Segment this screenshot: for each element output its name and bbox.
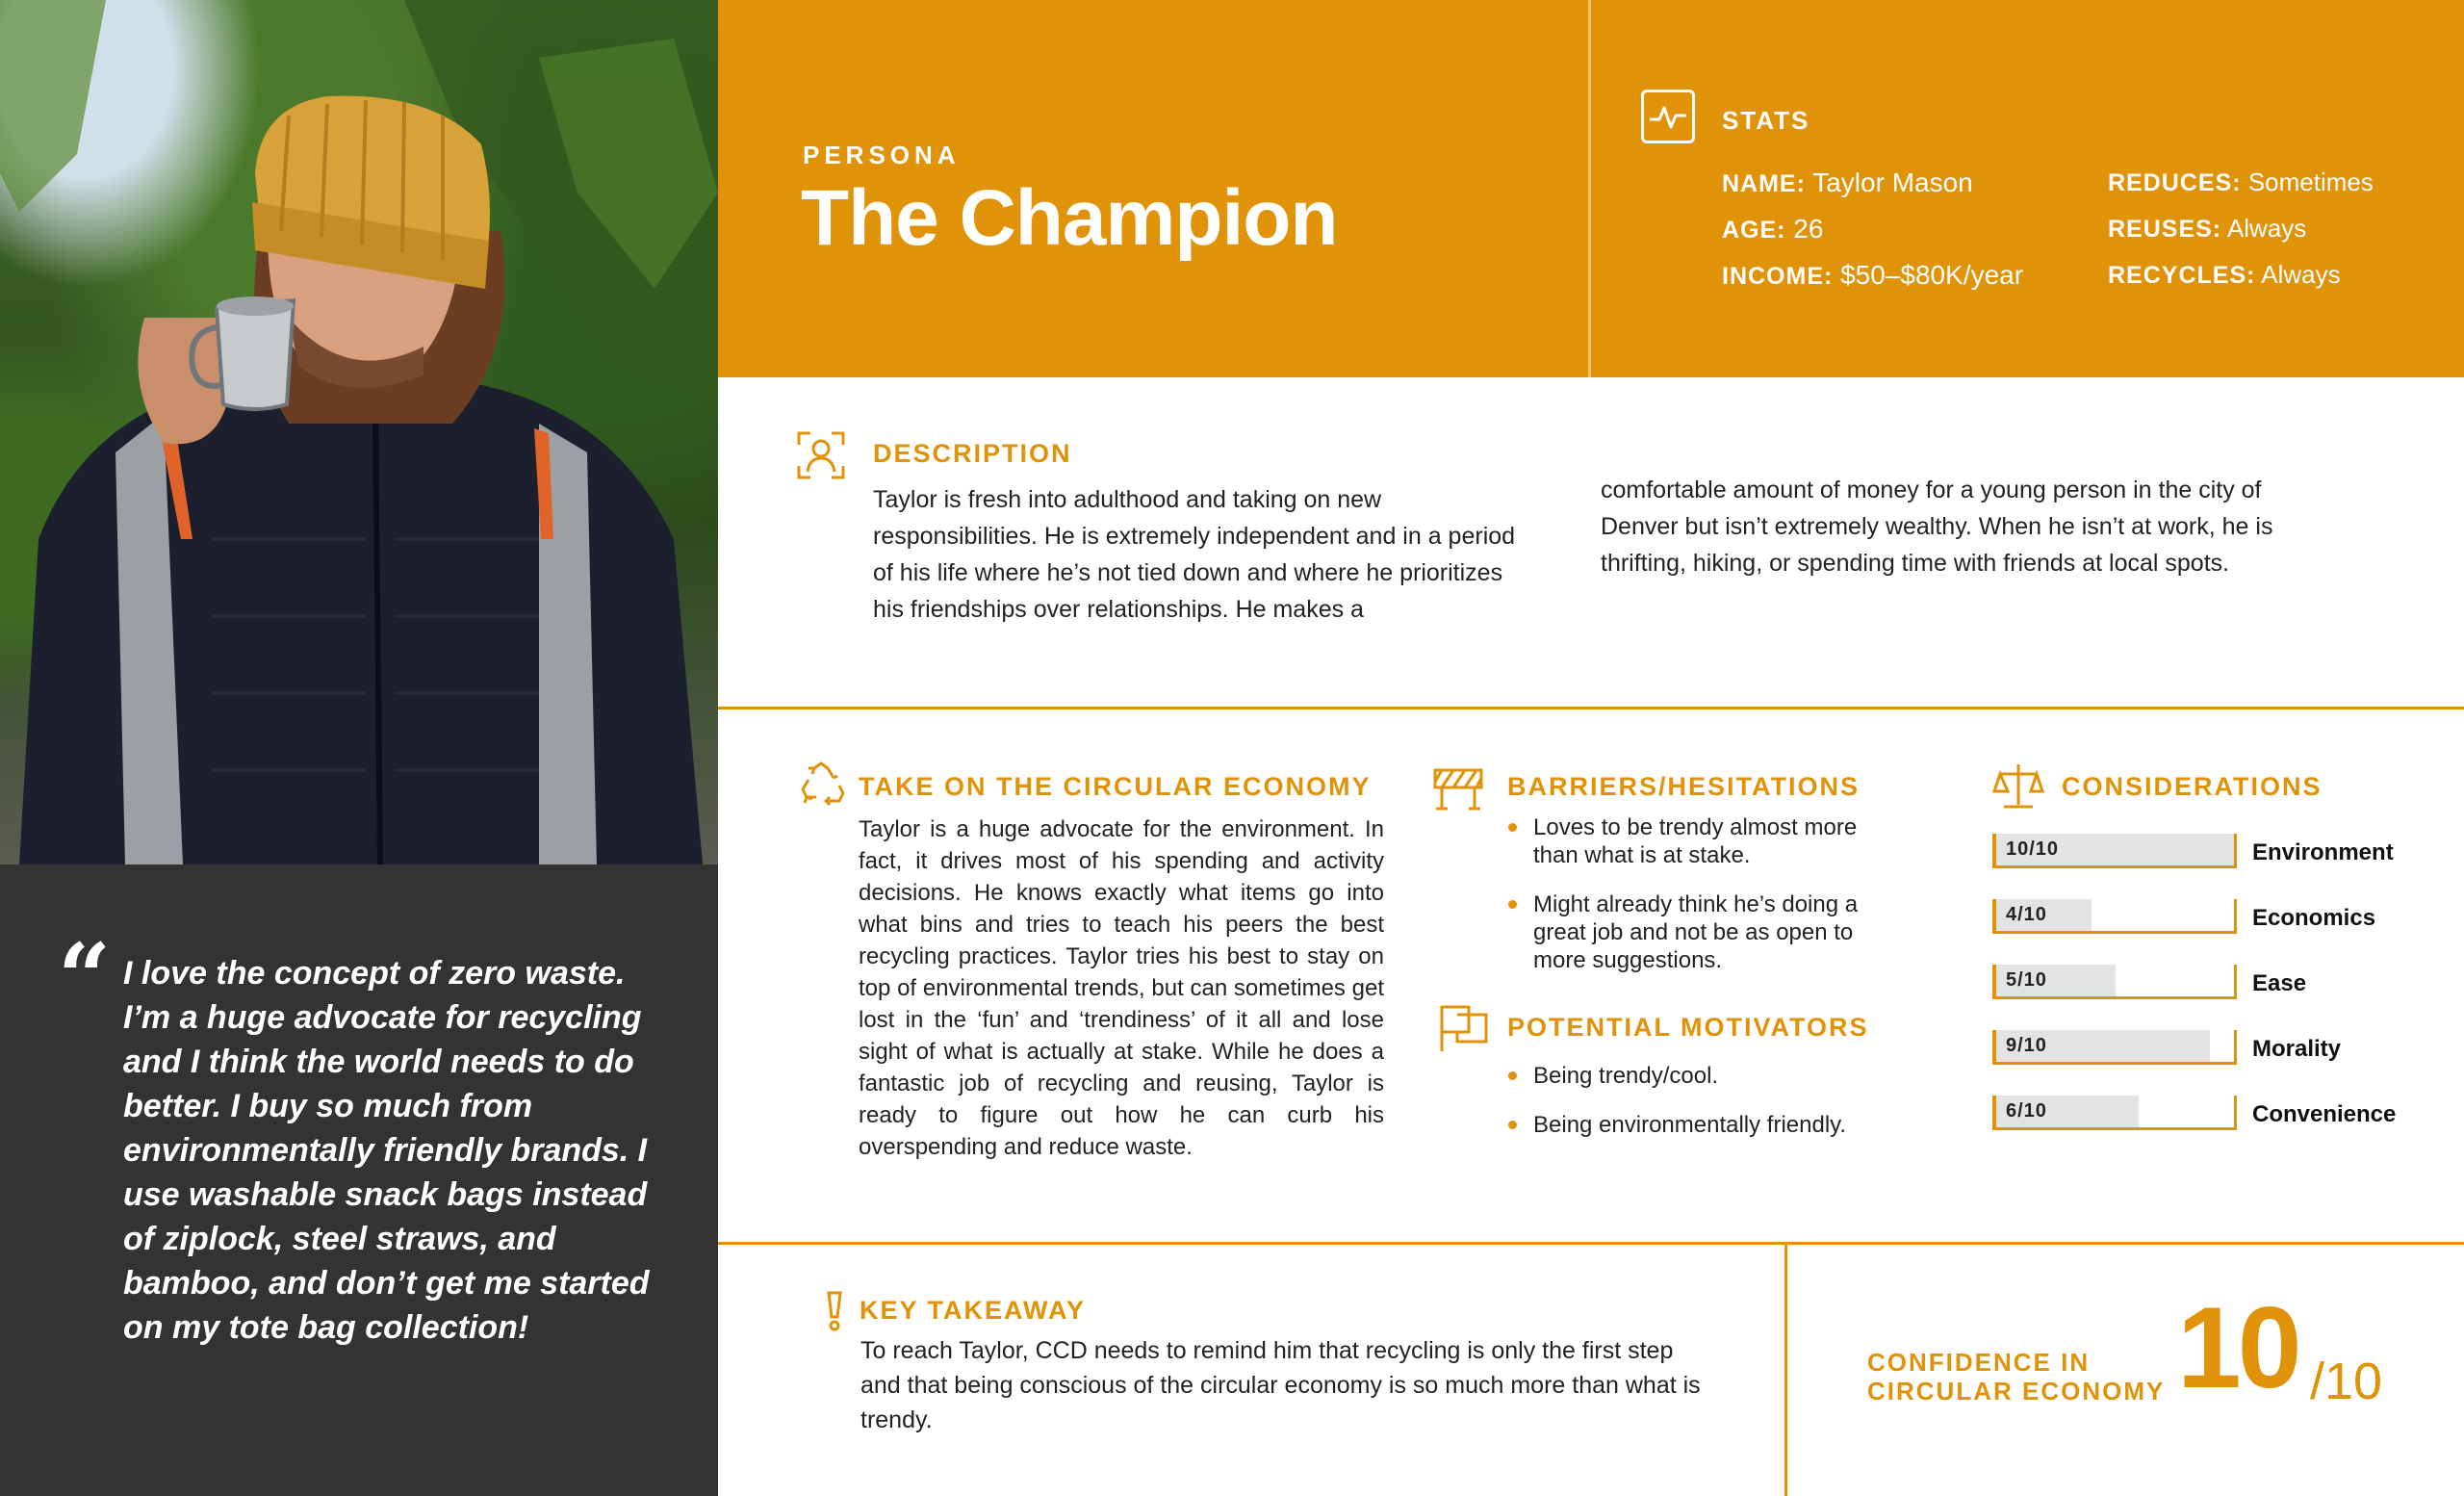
stat-reduces: REDUCES: Sometimes	[2108, 168, 2374, 196]
description-title: DESCRIPTION	[873, 439, 1072, 468]
stat-name: NAME: Taylor Mason	[1722, 168, 1973, 197]
takeaway-title: KEY TAKEAWAY	[860, 1296, 1087, 1325]
stat-income: INCOME: $50–$80K/year	[1722, 260, 2024, 290]
persona-quote: I love the concept of zero waste. I’m a huge advocate for recycling and I think the world needs to do better. I buy so much from environmentally friendly brands. I use washable snack bags instead of ziplock, steel straws, and bamboo, and don’t get me started on my tote bag collection!	[123, 955, 650, 1346]
stat-age: AGE: 26	[1722, 214, 1824, 244]
consideration-score: 4/10	[2006, 904, 2047, 925]
considerations-title: CONSIDERATIONS	[2062, 772, 2323, 801]
scale-icon	[1992, 761, 2044, 812]
bottom-divider	[1784, 1244, 1787, 1496]
quote-mark-icon: “	[58, 923, 112, 1032]
takeaway-text: To reach Taylor, CCD needs to remind him that recycling is only the first step and that being conscious of the circular economy is so much more than what is trendy.	[860, 1337, 1701, 1433]
consideration-score: 6/10	[2006, 1100, 2047, 1122]
description-text-col2: comfortable amount of money for a young person in the city of Denver but isn’t extremely wealthy. When he isn’t at work, he is thrifting, hiking, or spending time with friends at local spots.	[1601, 477, 2273, 577]
consideration-score: 5/10	[2006, 969, 2047, 991]
list-item: Being environmentally friendly.	[1506, 1111, 1901, 1139]
consideration-score: 9/10	[2006, 1035, 2047, 1056]
confidence-label	[1867, 1348, 2165, 1406]
list-item: Being trendy/cool.	[1506, 1062, 1901, 1090]
consideration-bar	[1992, 965, 2237, 999]
persona-label: PERSONA	[803, 141, 961, 169]
motivators-title: POTENTIAL MOTIVATORS	[1507, 1013, 1869, 1042]
consideration-bar	[1992, 1030, 2237, 1065]
person-focus-icon	[795, 429, 847, 481]
persona-photo	[0, 0, 718, 864]
persona-title: The Champion	[801, 174, 1338, 262]
circular-text: Taylor is a huge advocate for the environment. In fact, it drives most of his spending and activity decisions. He knows exactly what items go into what bins and tries to teach his peers the best recycling practices. Taylor tries his best to stay on top of environmental trends, but can sometimes get lost in the ‘fun’ and ‘trendiness’ of it all and lose sight of what is actually at stake. While he does a fantastic job of recycling and reusing, Taylor is ready to figure out how he can curb his overspending and reduce waste.	[859, 816, 1384, 1160]
consideration-label: Ease	[2252, 970, 2307, 996]
consideration-bar	[1992, 834, 2237, 868]
confidence-label-line1: CONFIDENCE IN	[1867, 1348, 2091, 1377]
consideration-score: 10/10	[2006, 838, 2060, 860]
consideration-bar	[1992, 1096, 2237, 1130]
consideration-label: Morality	[2252, 1036, 2342, 1062]
barriers-title: BARRIERS/HESITATIONS	[1507, 772, 1861, 801]
barriers-list	[1506, 813, 1901, 995]
section-divider-2	[718, 1242, 2464, 1245]
confidence-denominator: /10	[2310, 1353, 2383, 1410]
exclamation-icon	[820, 1290, 849, 1332]
consideration-label: Economics	[2252, 905, 2376, 931]
list-item: Loves to be trendy almost more than what is at stake.	[1506, 813, 1901, 869]
section-divider-1	[718, 707, 2464, 709]
stat-recycles: RECYCLES: Always	[2108, 260, 2341, 289]
consideration-bar	[1992, 899, 2237, 934]
description-text-col1: Taylor is fresh into adulthood and taking on new responsibilities. He is extremely independent and in a period of his life where he’s not tied down and where he prioritizes his friendships over relationships. He makes a	[873, 486, 1516, 623]
barrier-icon	[1432, 761, 1484, 812]
persona-photo-illustration	[0, 0, 718, 864]
consideration-label: Convenience	[2252, 1101, 2397, 1127]
confidence-label-line2: CIRCULAR ECONOMY	[1867, 1377, 2166, 1406]
consideration-label: Environment	[2252, 839, 2394, 865]
flag-icon	[1438, 1003, 1490, 1055]
confidence-score: 10	[2177, 1283, 2298, 1412]
circular-title: TAKE ON THE CIRCULAR ECONOMY	[859, 772, 1372, 801]
recycle-icon	[795, 761, 847, 812]
list-item: Might already think he’s doing a great job and not be as open to more suggestions.	[1506, 890, 1901, 974]
pulse-icon	[1641, 90, 1695, 143]
stats-title: STATS	[1722, 106, 1810, 135]
header-divider	[1588, 0, 1591, 377]
motivators-list	[1506, 1062, 1901, 1160]
stat-reuses: REUSES: Always	[2108, 214, 2307, 243]
